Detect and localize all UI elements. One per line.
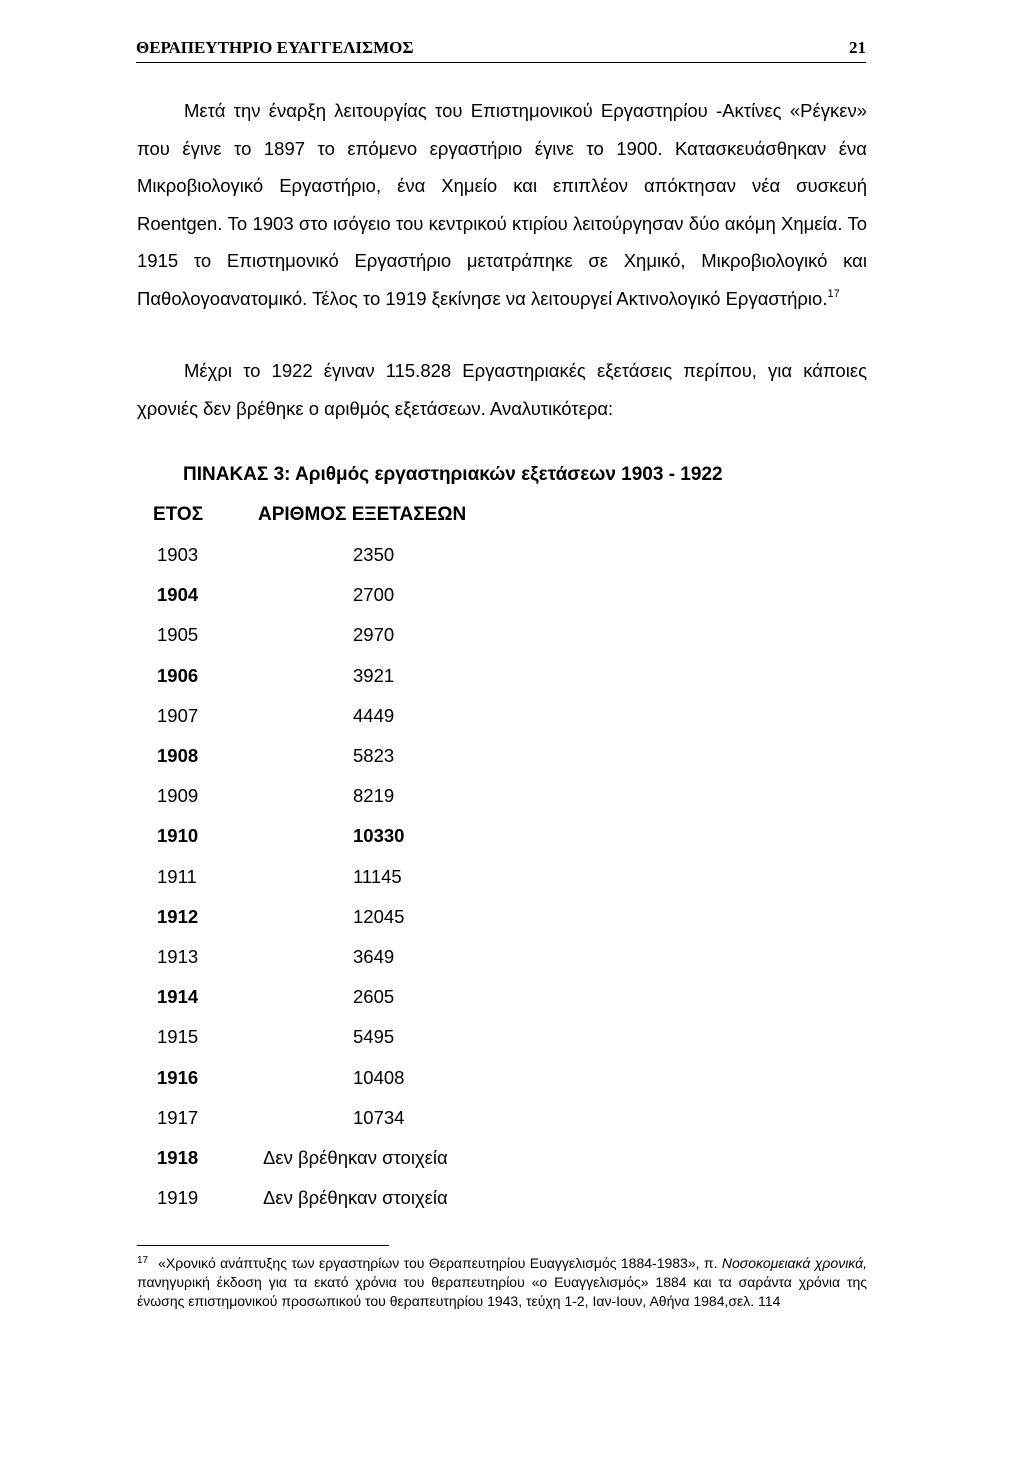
row-exam-count: 2970 xyxy=(353,624,395,646)
footnote-divider xyxy=(137,1245,389,1246)
row-exam-count: 12045 xyxy=(353,905,405,927)
paragraph-lab-history-text: Μετά την έναρξη λειτουργίας του Επιστημονικού Εργαστηρίου -Ακτίνες «Ρέγκεν» που έγινε το 1897 το επόμενο εργαστήριο έγινε το 1900. Κατασκευάσθηκαν ένα Μικροβιολογικό Εργαστήριο, ένα Χημείο και επιπλέον απόκτησαν νέα συσκευή Roentgen. Το 1903 στο ισόγειο του κεντρικού κτιρίου λειτούργησαν δύο ακόμη Χημεία. Το 1915 το Επιστημονικό Εργαστήριο μετατράπηκε σε Χημικό, Μικροβιολογικό και Παθολογοανατομικό. Τέλος το 1919 ξεκίνησε να λειτουργεί Ακτινολογικό Εργαστήριο. xyxy=(137,100,867,309)
column-header-year: ΕΤΟΣ xyxy=(153,504,204,525)
row-exam-count: 2605 xyxy=(353,986,395,1008)
row-year: 1907 xyxy=(157,704,199,726)
footnote-17 xyxy=(137,1254,867,1311)
row-year: 1916 xyxy=(157,1066,199,1088)
row-exam-count: 2350 xyxy=(353,544,395,565)
row-exam-count: 10408 xyxy=(353,1066,405,1088)
table-row xyxy=(0,986,1024,1016)
row-exam-count: 5495 xyxy=(353,1026,395,1048)
row-year: 1904 xyxy=(157,584,199,606)
row-exam-count: 10734 xyxy=(353,1106,405,1128)
row-year: 1910 xyxy=(157,825,199,847)
row-year: 1915 xyxy=(157,1026,199,1048)
table-row xyxy=(0,785,1024,815)
page-number: 21 xyxy=(849,38,866,57)
table-caption: ΠΙΝΑΚΑΣ 3: Αριθμός εργαστηριακών εξετάσεων 1903 - 1922 xyxy=(183,464,723,485)
row-exam-count: 4449 xyxy=(353,704,395,726)
row-exam-count: 11145 xyxy=(353,865,402,887)
table-row xyxy=(0,665,1024,695)
table-row xyxy=(0,1187,1024,1217)
row-exam-count: 2700 xyxy=(353,584,395,606)
table-row xyxy=(0,1107,1024,1137)
table-row xyxy=(0,946,1024,976)
running-header-title: ΘΕΡΑΠΕΥΤΗΡΙΟ ΕΥΑΓΓΕΛΙΣΜΟΣ xyxy=(136,38,414,57)
row-year: 1905 xyxy=(157,624,199,646)
table-row xyxy=(0,1147,1024,1177)
table-row xyxy=(0,745,1024,775)
row-exam-count: Δεν βρέθηκαν στοιχεία xyxy=(263,1147,448,1168)
table-row xyxy=(0,544,1024,574)
running-header xyxy=(136,38,866,63)
column-header-exam-count: ΑΡΙΘΜΟΣ ΕΞΕΤΑΣΕΩΝ xyxy=(258,504,467,525)
table-row xyxy=(0,866,1024,896)
row-year: 1906 xyxy=(157,664,199,686)
row-year: 1918 xyxy=(157,1147,199,1168)
table-row xyxy=(0,1067,1024,1097)
row-exam-count: 3649 xyxy=(353,946,395,967)
row-year: 1908 xyxy=(157,745,199,766)
footnote-text-start: «Χρονικό ανάπτυξης των εργαστηρίων του Θεραπευτηρίου Ευαγγελισμός 1884-1983», π. xyxy=(158,1255,718,1271)
row-year: 1903 xyxy=(157,544,199,565)
paragraph-exam-totals xyxy=(137,352,867,427)
table-row xyxy=(0,825,1024,855)
row-exam-count: 8219 xyxy=(353,785,395,807)
footnote-text-end: πανηγυρική έκδοση για τα εκατό χρόνια του θεραπευτηρίου «ο Ευαγγελισμός» 1884 και τα σαράντα χρόνια της ένωσης επιστημονικού προσωπικού του θεραπευτηρίου 1943, τεύχη 1-2, Ιαν-Ιουν, Αθήνα 1984,σελ. 114 xyxy=(137,1274,867,1309)
table-row xyxy=(0,1026,1024,1056)
row-exam-count: 3921 xyxy=(353,664,395,686)
paragraph-exam-totals-text: Μέχρι το 1922 έγιναν 115.828 Εργαστηριακές εξετάσεις περίπου, για κάποιες χρονιές δεν βρέθηκε ο αριθμός εξετάσεων. Αναλυτικότερα: xyxy=(137,360,867,419)
footnote-reference[interactable]: 17 xyxy=(827,287,840,300)
footnote-journal-title: Νοσοκομειακά χρονικά, xyxy=(721,1255,868,1271)
table-row xyxy=(0,705,1024,735)
footnotes xyxy=(137,1254,867,1311)
table-row xyxy=(0,624,1024,654)
row-year: 1909 xyxy=(157,785,199,807)
row-year: 1912 xyxy=(157,905,199,927)
row-year: 1911 xyxy=(157,865,197,887)
row-year: 1913 xyxy=(157,946,199,967)
row-exam-count: Δεν βρέθηκαν στοιχεία xyxy=(263,1187,448,1209)
table-row xyxy=(0,584,1024,614)
row-year: 1917 xyxy=(157,1106,199,1128)
row-year: 1914 xyxy=(157,986,199,1008)
row-exam-count: 5823 xyxy=(353,745,395,766)
table-row xyxy=(0,906,1024,936)
footnote-mark: 17 xyxy=(137,1255,149,1266)
row-exam-count: 10330 xyxy=(353,825,405,847)
paragraph-lab-history xyxy=(137,92,867,318)
row-year: 1919 xyxy=(157,1187,199,1209)
